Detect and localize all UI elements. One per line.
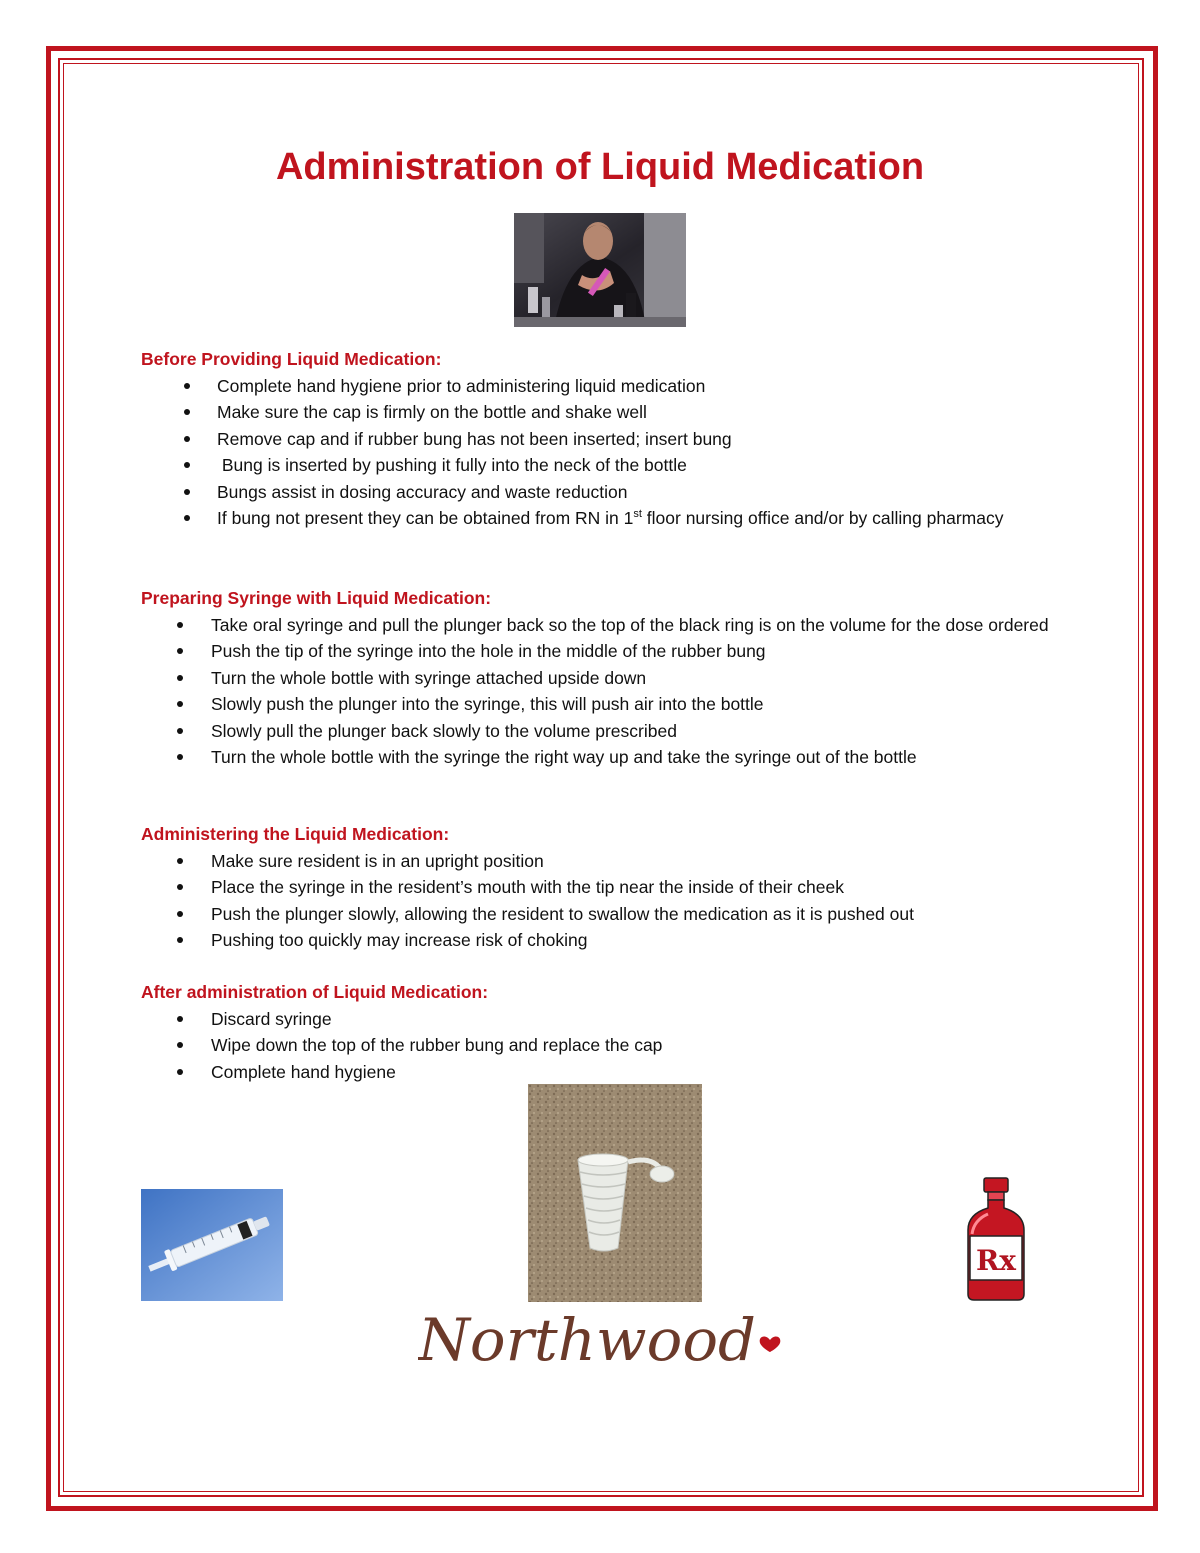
list-item: Complete hand hygiene prior to administering liquid medication [141,373,1061,399]
list-item: Turn the whole bottle with syringe attached upside down [141,665,1061,691]
list-item: Remove cap and if rubber bung has not been inserted; insert bung [141,426,1061,452]
bullet-list [141,373,1061,531]
rx-bottle-icon [960,1176,1032,1304]
northwood-logo [418,1300,784,1380]
list-item: Take oral syringe and pull the plunger back so the top of the black ring is on the volume for the dose ordered [141,612,1051,638]
list-item: Make sure resident is in an upright position [141,848,1061,874]
list-item: Bung is inserted by pushing it fully into the neck of the bottle [141,452,1061,478]
section-after-administration [141,980,1061,1085]
list-item: Push the tip of the syringe into the hole in the middle of the rubber bung [141,638,1061,664]
bullet-list [141,612,1061,770]
list-item: Bungs assist in dosing accuracy and waste reduction [141,479,1061,505]
logo-wordmark: Northwood [418,1306,756,1374]
list-item: Complete hand hygiene [141,1059,1061,1085]
heart-icon [760,1336,781,1352]
list-item: Turn the whole bottle with the syringe the right way up and take the syringe out of the bottle [141,744,1061,770]
list-item [141,505,1027,531]
page-title: Administration of Liquid Medication [275,146,925,188]
section-before-providing [141,347,1061,531]
bullet-list [141,1006,1061,1085]
list-item: Pushing too quickly may increase risk of choking [141,927,1061,953]
section-administering [141,822,1061,954]
section-heading: Preparing Syringe with Liquid Medication: [141,588,492,608]
list-item: Place the syringe in the resident’s mouth with the tip near the inside of their cheek [141,874,1061,900]
section-preparing-syringe [141,586,1061,770]
rubber-bung-photo [528,1084,702,1302]
ordinal-suffix: st [633,508,642,521]
list-item: Wipe down the top of the rubber bung and replace the cap [141,1032,1061,1058]
list-item: Slowly pull the plunger back slowly to the volume prescribed [141,718,1061,744]
list-item: Push the plunger slowly, allowing the resident to swallow the medication as it is pushed out [141,901,1061,927]
list-item: Slowly push the plunger into the syringe, this will push air into the bottle [141,691,1061,717]
bullet-list [141,848,1061,954]
list-item-text: floor nursing office and/or by calling pharmacy [641,508,1004,529]
section-heading: Before Providing Liquid Medication: [141,349,442,369]
section-heading: After administration of Liquid Medication: [141,982,489,1002]
list-item: Make sure the cap is firmly on the bottle and shake well [141,399,1061,425]
list-item-text: If bung not present they can be obtained from RN in 1 [217,508,634,529]
oral-syringe-photo [141,1189,283,1301]
nurse-preparing-syringe-photo [514,213,686,327]
rx-label: Rx [976,1244,1016,1277]
section-heading: Administering the Liquid Medication: [141,824,450,844]
list-item: Discard syringe [141,1006,1061,1032]
